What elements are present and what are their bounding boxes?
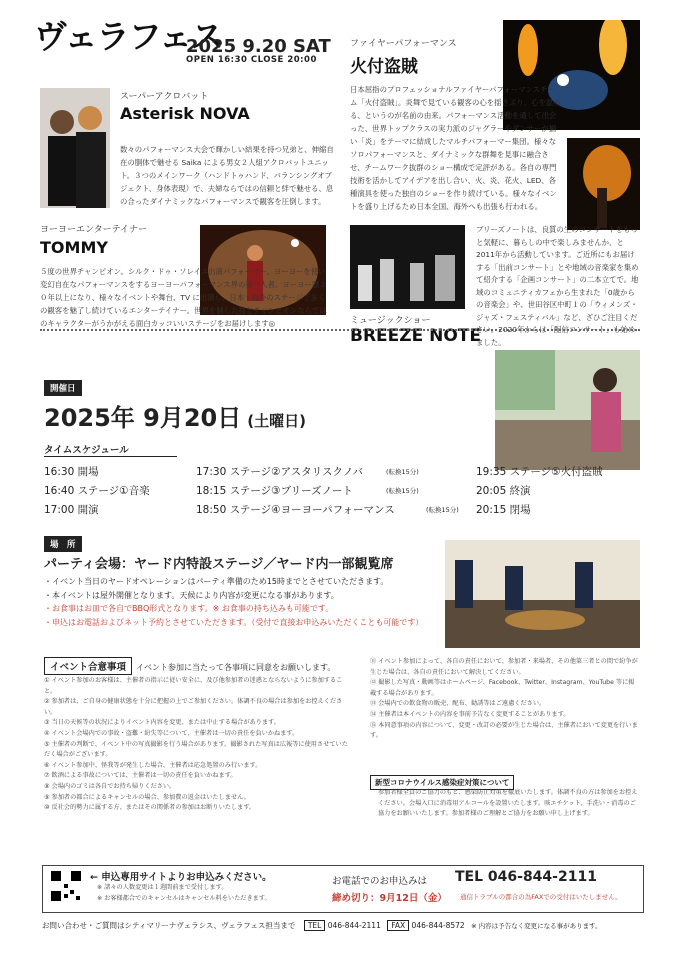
breeze-desc: ブリーズノートは、良質の生のコンサートをもっと気軽に、暮らしの中で楽しみませんか、と 2011年から活動しています。ご近所にもお届けする「出前コンサート」とや地域の音楽家を集めて紹介する「企画コンサート」の二本立てで。地域のコミュニティカフェから生まれた「0歳からの音楽会」や、世田谷区中町１の「ウィメンズ・ジャズ・フェスティバル」など、ざひご注目ください。2020年からは「配信コンサート」も始めました。: [476, 225, 639, 347]
deadline-note: 通信トラブルの都合の為FAXでの受付はいたしません。: [460, 893, 622, 901]
tel-label: TEL: [304, 920, 326, 931]
emcee-photo: [495, 350, 640, 470]
schedule-label: タイムスケジュール: [44, 442, 177, 457]
footer-lead: お問い合わせ・ご質問はシティマリーナヴェラシス、ヴェラフェス担当まで: [42, 921, 296, 930]
tommy-desc: ５度の世界チャンピオン。シルク・ドゥ・ソレイユ出演パフォーマー。ヨーヨーを使い変幻自在なパフォーマンスをするヨーヨーパフォーマンス界の第一人者。ヨーヨー歴２０年以上になり、様々なイベントや舞台、TV に出演し、日本・海外のステージで多くの観客を魅了し続けているエンターテイナー。世界を制した技とチャンピオンならではのキャラクターがうかがえる面白カッコいいステージをお届けします◎: [40, 267, 327, 328]
footer: [42, 920, 602, 931]
consent-header: イベント合意事項 イベント参加に当たって各事項に同意をお願いします。: [44, 655, 344, 675]
schedule-table: [44, 463, 644, 520]
qr-code-icon[interactable]: [50, 870, 82, 902]
venue-title: パーティ会場：ヤード内特設ステージ／ヤード内一部観覧席: [44, 557, 394, 572]
consent-left: ① イベント参加のお客様は、主催者の指示に従い安全に、及び他参加者の迷惑とならないように参加すること。 ② 参加者は、ご自身の健康状態を十分に把握の上でご参加ください。体調不良の場合は参加をお控えください。 ③ 当日の天候等の状況によりイベント内容を変更、または中止する場合があります。 ④ イベント会場内での事故・盗難・紛失等について、主催者は一切の責任を負いかねます。 ⑤ 主催者の判断で、イベント中の写真撮影を行う場合があります。撮影された写真は広報等に使用させていただく場合がございます。 ⑥ イベント参加中、怪我等が発生した場合、主催者は応急処置のみ行います。 ⑦ 飲酒による事故については、主催者は一切の責任を負いかねます。 ⑧ 会場内のゴミは各自でお持ち帰りください。 ⑨ 参加者の都合によるキャンセルの場合、参加費の返金はいたしません。 ⑩ 反社会的勢力に属する方、またはその関係者の参加はお断りいたします。: [44, 677, 348, 812]
footer-fax: 046-844-8572: [411, 921, 465, 930]
big-date: 2025年 9月20日 (土曜日): [44, 404, 306, 432]
asterisk-kicker: スーパーアクロバット: [120, 92, 209, 102]
fire-kicker: ファイヤーパフォーマンス: [350, 39, 457, 49]
footer-note: ※ 内容は予告なく変更になる事があります。: [471, 922, 602, 930]
tommy-name: TOMMY: [40, 238, 108, 257]
event-date: 2025 9.20 SAT: [186, 36, 331, 57]
covid-text: 参加者様全員のご協力のもと、感染防止対策を徹底いたします。体調不良の方は参加をお控えください。会場入口に消毒用アルコールを設置いたします。咳エチケット、手洗い・消毒のご協力をお願いいたします。参加者様のご理解とご協力をお願い申し上げます。: [378, 789, 638, 818]
phone-number[interactable]: TEL 046-844-2111: [455, 869, 597, 885]
breeze-photo: [350, 225, 465, 309]
fire-desc: 日本屈指のプロフェッショナルファイヤーパフォーマンスチーム「火付盗賊」。炎舞で見ている観客の心を揺さぶり、心を温める、というのが名前の由来。パフォーマンス活動を通して出会った、世界トップクラスの実力派のジャグラーやダンサーが揃い「炎」をテーマに結成したマルチパフォーマー集団。様々なソロパフォーマンスと、ダイナミックな群舞を見事に融合させ、チームワーク抜群のショー構成で定評がある。各自の専門技術を活かしてアイデアを出し合い、火、炎、花火、LED、各種演具を使った独自のショーを作り続けている。様々なイベントを盛り上げるため日本全国、海外へも出張も行われる。: [350, 85, 561, 211]
breeze-kicker: ミュージックショー: [350, 316, 431, 326]
date-tag: 開催日: [44, 376, 82, 396]
fire-photo-bottom: [567, 138, 640, 230]
schedule-row: 16:30 開場 17:30 ステージ②アスタリスクノバ (転換15分) 19:35 ステージ⑤火付盗賊: [44, 466, 603, 478]
asterisk-name: Asterisk NOVA: [120, 104, 250, 123]
web-apply[interactable]: ← 申込専用サイトよりお申込みください。: [90, 872, 272, 883]
tommy-kicker: ヨーヨーエンターテイナー: [40, 225, 148, 235]
venue-tag: 場 所: [44, 532, 82, 552]
deadline: 締め切り：9月12日（金）: [332, 893, 447, 904]
asterisk-photo: [40, 88, 110, 208]
schedule-row: 17:00 開演 18:50 ステージ④ヨーヨーパフォーマンス (転換15分) 20:15 閉場: [44, 504, 531, 516]
web-notes: ※ 諸々の人数変更は１週間前まで受付します。 ※ お客様都合でのキャンセルはキャンセル料をいただきます。: [97, 884, 271, 902]
event-logo: ヴェラフェス: [34, 17, 224, 56]
section-divider: [40, 329, 640, 334]
consent-right: ⑪ イベント参加によって、各自の責任において、参加者・来場者、その他第三者との間で紛争が生じた場合は、各自の責任において解決してください。 ⑫ 撮影した写真・動画等はホームページ、Facebook、Twitter、Instagram、YouTube 等に掲載する場合があります。 ⑬ 会場内での飲食物の販売、配布、勧誘等はご遠慮ください。 ⑭ 主催者は本イベントの内容を事前予告なく変更することがあります。 ⑮ 本同意事項の内容について、変更・改訂の必要が生じた場合は、主催者において変更を行います。: [370, 658, 638, 740]
footer-tel[interactable]: 046-844-2111: [327, 921, 381, 930]
fire-name: 火付盗賊: [350, 57, 418, 77]
venue-notes: ・イベント当日のヤードオペレーションはパーティ準備のため15時までとさせていただきます。 ・本イベントは屋外開催となります。天候により内容が変更になる事があります。 ・お食事はお皿で各自でBBQ形式となります。※ お食事の持ち込みも可能です。 ・申込はお電話およびネット予約とさせていただきます。（受付で直接お申込みいただくことも可能です）: [44, 577, 424, 627]
covid-header: 新型コロナウイルス感染症対策について: [370, 770, 514, 790]
schedule-row: 16:40 ステージ①音楽 18:15 ステージ③ブリーズノート (転換15分) 20:05 終演: [44, 485, 531, 497]
event-time: OPEN 16:30 CLOSE 20:00: [186, 55, 317, 65]
phone-label: お電話でのお申込みは: [332, 876, 428, 887]
fax-label: FAX: [387, 920, 409, 931]
bbq-photo: [445, 540, 640, 648]
breeze-name: BREEZE NOTE: [350, 326, 482, 346]
asterisk-desc: 数々のパフォーマンス大会で輝かしい結果を持つ兄弟と、伸縮自在の胴体で魅せる Saika による男女２人組アクロバットユニット。３つのメインワーク（ハンドトゥハンド、バランシングオブジェクト、身体表現）で、夫婦ならではの信頼と絆で魅せる、息の合ったダイナミックなパフォーマンスで観客を圧倒します。: [120, 145, 334, 206]
